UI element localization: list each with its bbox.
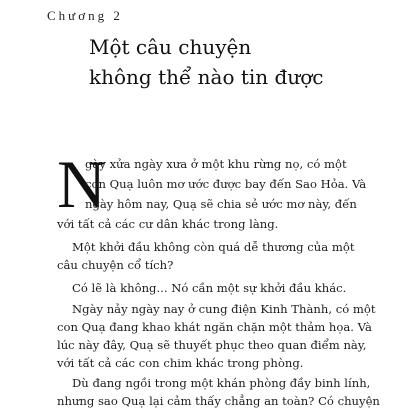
paragraph-2-line: câu chuyện cổ tích? [57,258,174,272]
paragraph-1-line: ngày hôm nay, Quạ sẽ chia sẻ ước mơ này, đến [85,197,357,211]
paragraph-4-line: với tất cả các con chim khác trong phòng. [57,356,304,370]
paragraph-4-line: con Quạ đang khao khát ngăn chặn một thảm họa. Và [57,320,372,334]
chapter-title-line: không thể nào tin được [89,65,324,89]
paragraph-1-line: gày xửa ngày xưa ở một khu rừng nọ, có một [85,157,347,171]
paragraph-1-line: với tất cả các cư dân khác trong làng. [57,217,279,231]
paragraph-5-line: Dù đang ngồi trong một khán phòng đầy binh lính, [72,376,371,390]
chapter-title-line: Một câu chuyện [89,35,252,59]
chapter-title [89,32,389,92]
paragraph-1-line: con Quạ luôn mơ ước được bay đến Sao Hỏa. Và [85,177,367,191]
chapter-label: Chương 2 [47,8,123,23]
paragraph-4-line: Ngày nảy ngày nay ở cung điện Kinh Thành, có một [72,302,376,316]
paragraph-5-line: nhưng sao Quạ lại cảm thấy chẳng an toàn? Có chuyện [57,394,380,408]
paragraph-2-line: Một khởi đầu không còn quá dễ thương của một [72,240,355,254]
drop-cap: N [57,146,107,222]
paragraph-4-line: lúc này đây, Quạ sẽ thuyết phục theo quan điểm này, [57,338,367,352]
paragraph-3-line: Có lẽ là không... Nó cần một sự khởi đầu khác. [72,281,347,295]
